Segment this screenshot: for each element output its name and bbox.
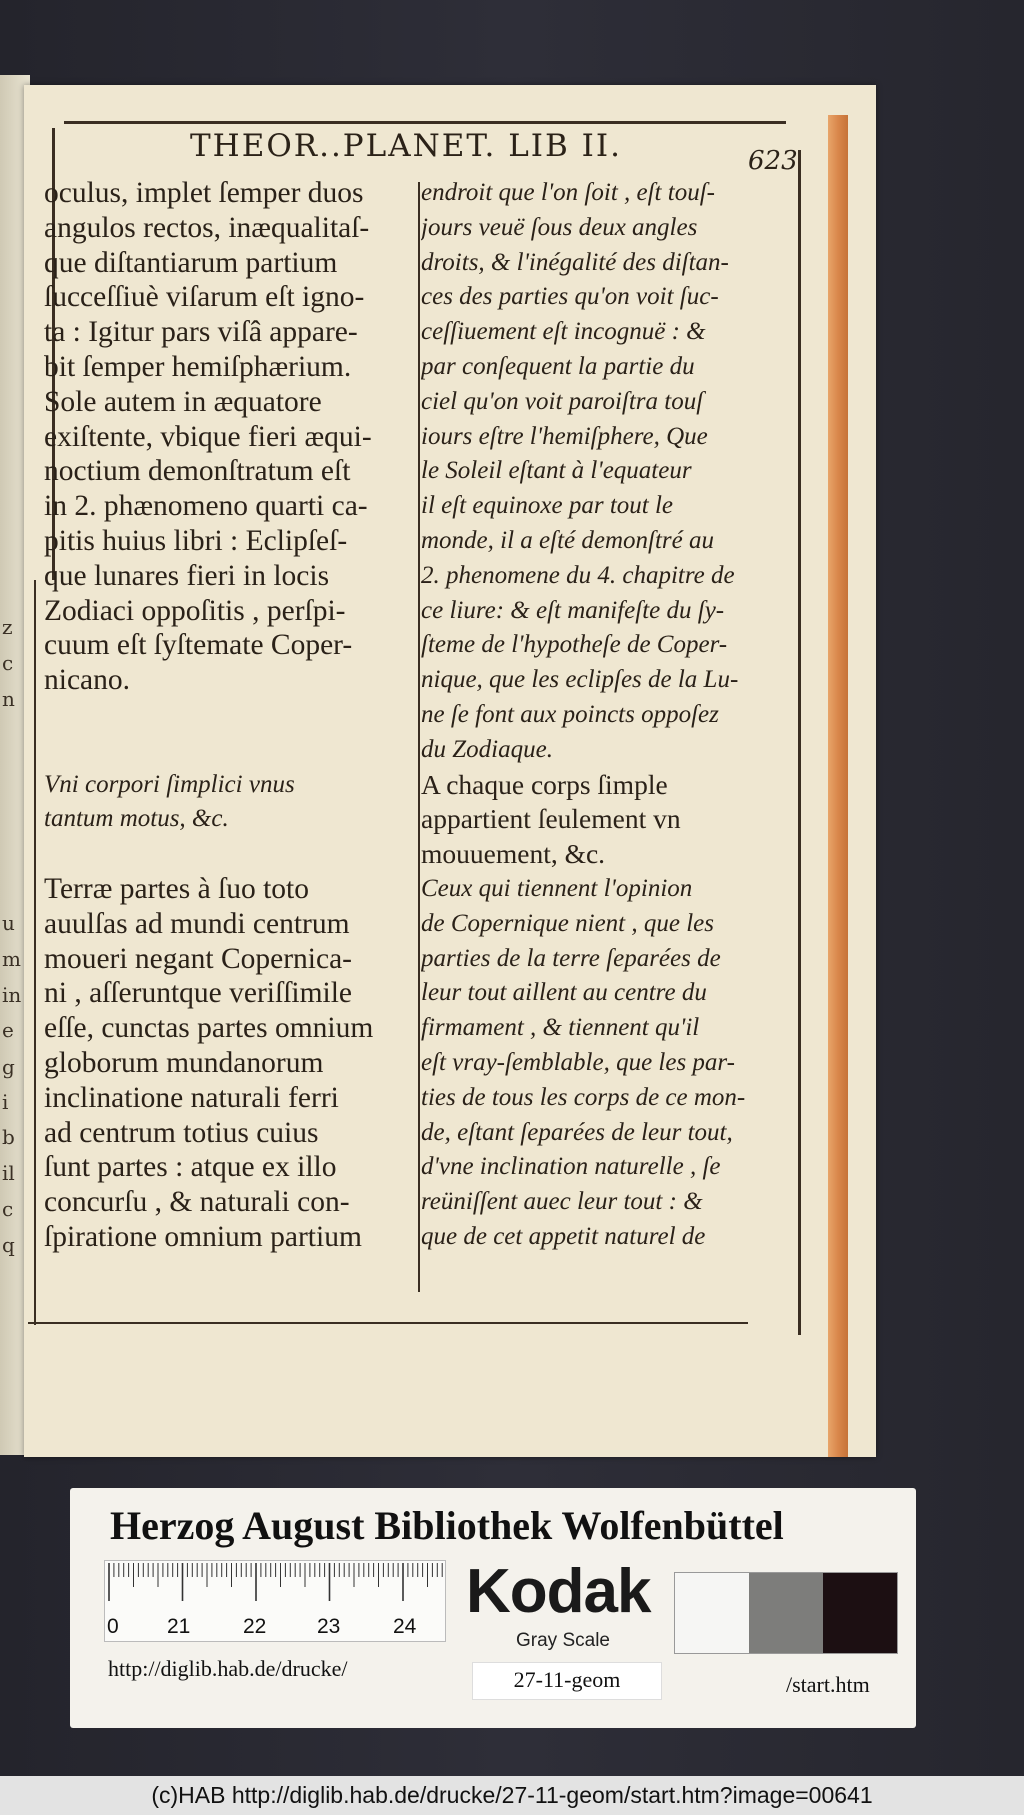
latin-line: nicano. [44, 664, 131, 697]
shelfmark-box [472, 1662, 662, 1700]
latin-line: inclinatione naturali ferri [44, 1081, 339, 1114]
left-edge-fragment: g [2, 1055, 15, 1079]
latin-line: Zodiaci oppoſitis , perſpi- [44, 594, 346, 627]
top-rule [64, 121, 786, 124]
french-line: parties de la terre ſeparées de [421, 944, 721, 972]
latin-line: ad centrum totius cuius [44, 1116, 319, 1149]
latin-line: noctium demonſtratum eſt [44, 455, 351, 488]
latin-line: globorum mundanorum [44, 1046, 324, 1079]
french-line: iours eſtre l'hemiſphere, Que [421, 422, 708, 450]
left-edge-fragment: u [2, 911, 15, 935]
latin-line: que lunares fieri in locis [44, 559, 330, 592]
left-edge-fragment: m [2, 947, 21, 971]
measuring-ruler [104, 1560, 446, 1642]
gray-patch-mid [749, 1573, 823, 1653]
bottom-rule [28, 1322, 748, 1324]
latin-line: moueri negant Copernica- [44, 942, 352, 975]
latin-line: Terræ partes à ſuo toto [44, 872, 309, 905]
latin-line: ſunt partes : atque ex illo [44, 1151, 337, 1184]
latin-line: que diſtantiarum partium [44, 246, 338, 279]
left-edge-fragment: n [2, 687, 15, 711]
color-target-card [70, 1488, 916, 1728]
left-edge-fragment: c [2, 1197, 14, 1221]
french-line: 2. phenomene du 4. chapitre de [421, 561, 735, 589]
left-edge-fragment: c [2, 651, 14, 675]
latin-marginal-heading: Vni corpori ſimplici vnus [44, 770, 295, 798]
latin-line: ta : Igitur pars viſâ appare- [44, 316, 358, 349]
french-line: ciel qu'on voit paroiſtra touſ [421, 387, 704, 415]
url-base: http://diglib.hab.de/drucke/ [108, 1656, 348, 1681]
shelfmark: 27-11-geom [513, 1667, 621, 1692]
latin-line: in 2. phænomeno quarti ca- [44, 490, 368, 523]
latin-line: concurſu , & naturali con- [44, 1186, 350, 1219]
french-line: ce liure: & eſt manifeſte du ſy- [421, 596, 725, 624]
latin-line: pitis huius libri : Eclipſeſ- [44, 524, 348, 557]
left-edge-fragment: b [2, 1125, 15, 1149]
french-column [421, 176, 787, 1255]
left-edge-fragment: e [2, 1018, 14, 1042]
library-name: Herzog August Bibliothek Wolfenbüttel [110, 1503, 784, 1548]
ruler-number: 24 [393, 1615, 417, 1638]
kodak-logo: Kodak [466, 1557, 651, 1626]
french-line: endroit que l'on ſoit , eſt touſ- [421, 179, 715, 206]
french-line: droits, & l'inégalité des diſtan- [421, 248, 729, 276]
latin-line: eſſe, cunctas partes omnium [44, 1012, 374, 1045]
left-rule-lower [34, 580, 36, 1325]
gray-patch-black [823, 1573, 897, 1653]
left-edge-fragment: i [2, 1090, 9, 1114]
latin-line: auulſas ad mundi centrum [44, 907, 350, 940]
latin-line: ſucceſſiuè viſarum eſt igno- [44, 281, 365, 314]
gray-patch-white [675, 1573, 749, 1653]
latin-column [44, 176, 419, 1255]
french-line: ties de tous les corps de ce mon- [421, 1083, 746, 1111]
left-edge-fragment: z [2, 615, 13, 639]
french-line: Ceux qui tiennent l'opinion [421, 874, 693, 902]
french-line: ſteme de l'hypotheſe de Coper- [421, 631, 728, 659]
french-line: eſt vray-ſemblable, que les par- [421, 1048, 735, 1076]
latin-line: exiſtente, vbique fieri æqui- [44, 420, 372, 453]
left-edge-fragment: q [2, 1233, 15, 1257]
french-line: monde, il a eſté demonſtré au [421, 526, 714, 554]
french-line: du Zodiaque. [421, 735, 553, 763]
ruler-number: 21 [167, 1615, 191, 1638]
ruler-number: 0 [107, 1615, 119, 1638]
latin-line: ſpiratione omnium partium [44, 1220, 362, 1253]
latin-line: bit ſemper hemiſphærium. [44, 350, 352, 383]
left-edge-fragment: il [2, 1161, 15, 1185]
french-line: ne ſe font aux poincts oppoſez [421, 700, 719, 728]
latin-line: cuum eſt ſyſtemate Coper- [44, 629, 353, 662]
latin-line: angulos rectos, inæqualitaſ- [44, 211, 370, 244]
footer-copyright-url: (c)HAB http://diglib.hab.de/drucke/27-11-geom/start.htm?image=00641 [151, 1782, 873, 1808]
french-line: nique, que les eclipſes de la Lu- [421, 666, 739, 694]
url-suffix: /start.htm [786, 1672, 870, 1697]
latin-line: oculus, implet ſemper duos [44, 177, 364, 209]
latin-marginal-heading: tantum motus, &c. [44, 805, 229, 833]
running-head: THEOR..PLANET. LIB II. [190, 128, 623, 164]
ruler-number: 22 [243, 1615, 267, 1638]
french-line: reüniſſent auec leur tout : & [421, 1188, 703, 1216]
page-number: 623 [748, 146, 798, 176]
french-line: jours veuë ſous deux angles [421, 213, 698, 241]
latin-line: Sole autem in æquatore [44, 385, 322, 418]
page-fore-edge [828, 115, 848, 1457]
french-marginal-heading: mouuement, &c. [421, 838, 606, 870]
ruler-number: 23 [317, 1615, 341, 1638]
french-marginal-heading: appartient ſeulement vn [421, 803, 681, 835]
french-line: d'vne inclination naturelle , ſe [421, 1153, 721, 1181]
right-rule [798, 150, 801, 1335]
french-line: le Soleil eſtant à l'equateur [421, 457, 692, 485]
french-line: leur tout aillent au centre du [421, 979, 707, 1007]
french-line: firmament , & tiennent qu'il [421, 1014, 700, 1042]
french-line: ces des parties qu'on voit ſuc- [421, 283, 719, 311]
french-line: de Copernique nient , que les [421, 909, 714, 937]
french-line: par conſequent la partie du [421, 352, 695, 380]
gray-scale-patches [674, 1572, 898, 1654]
french-marginal-heading: A chaque corps ſimple [421, 768, 668, 800]
french-line: de, eſtant ſeparées de leur tout, [421, 1118, 733, 1146]
latin-line: ni , aſſeruntque veriſſimile [44, 977, 353, 1010]
gray-scale-label: Gray Scale [516, 1630, 610, 1651]
french-line: il eſt equinoxe par tout le [421, 492, 674, 520]
french-line: ceſſiuement eſt incognuë : & [421, 318, 706, 346]
ruler-ticks [105, 1561, 445, 1605]
footer-bar [0, 1776, 1024, 1815]
left-edge-fragment: in [2, 983, 22, 1007]
french-line: que de cet appetit naturel de [421, 1222, 706, 1250]
